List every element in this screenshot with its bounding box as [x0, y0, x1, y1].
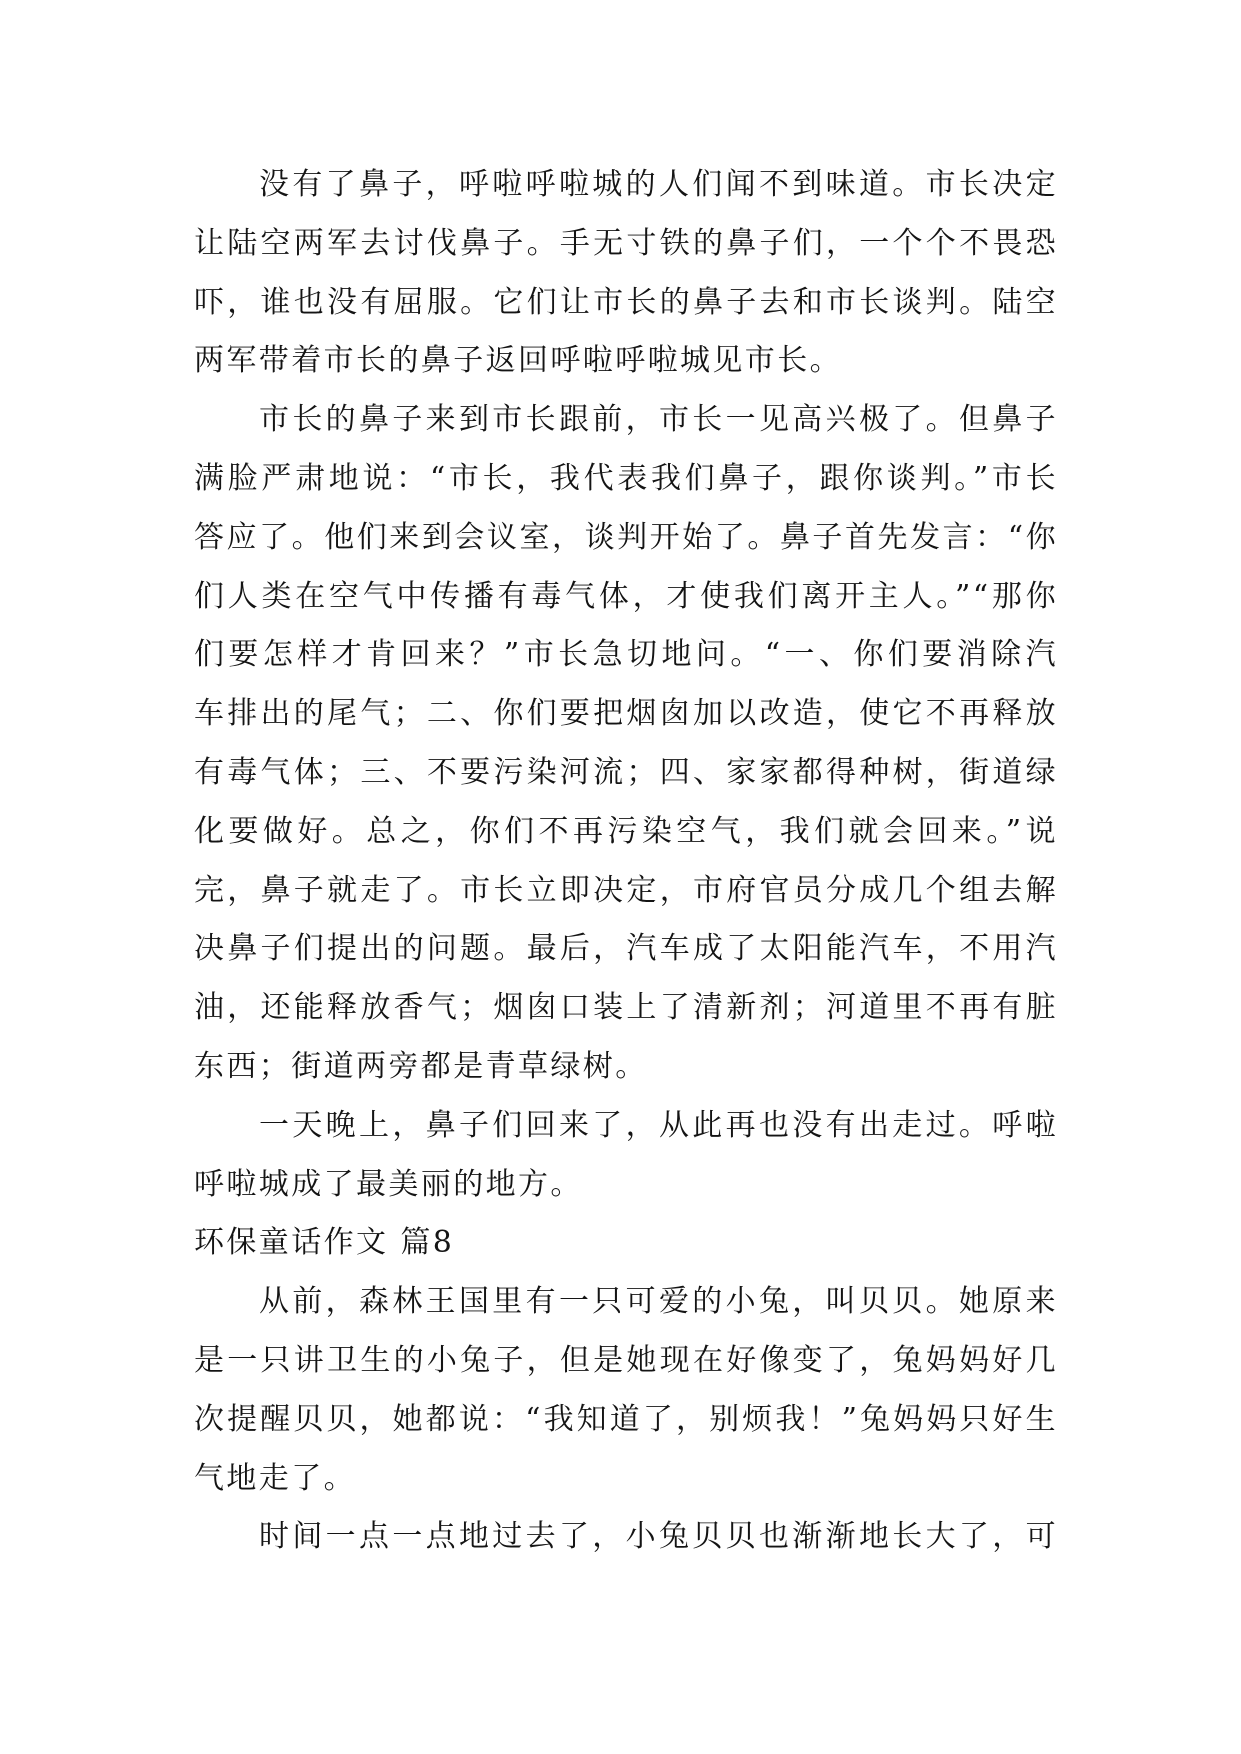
paragraph	[194, 1097, 1058, 1215]
paragraph	[194, 156, 1058, 391]
paragraph	[194, 391, 1058, 1097]
document-body	[194, 156, 1058, 1567]
section-heading: 环保童话作文 篇8	[194, 1225, 455, 1261]
text-line: 两军带着市长的鼻子返回呼啦呼啦城见市长。	[194, 343, 842, 379]
text-line: 满脸严肃地说：“市长，我代表我们鼻子，跟你谈判。”市长	[194, 460, 1058, 496]
text-line: 呼啦城成了最美丽的地方。	[194, 1166, 583, 1202]
text-line: 一天晚上，鼻子们回来了，从此再也没有出走过。呼啦	[259, 1107, 1058, 1143]
text-line: 车排出的尾气；二、你们要把烟囱加以改造，使它不再释放	[194, 696, 1058, 732]
text-line: 吓，谁也没有屈服。它们让市长的鼻子去和市长谈判。陆空	[194, 284, 1058, 320]
text-line: 从前，森林王国里有一只可爱的小兔，叫贝贝。她原来	[259, 1284, 1058, 1320]
text-line: 没有了鼻子，呼啦呼啦城的人们闻不到味道。市长决定	[259, 167, 1058, 202]
text-line: 让陆空两军去讨伐鼻子。手无寸铁的鼻子们，一个个不畏恐	[194, 225, 1058, 261]
text-line: 化要做好。总之，你们不再污染空气，我们就会回来。”说	[194, 813, 1058, 849]
text-line: 完，鼻子就走了。市长立即决定，市府官员分成几个组去解	[194, 872, 1058, 908]
text-line: 气地走了。	[194, 1460, 356, 1496]
text-line: 是一只讲卫生的小兔子，但是她现在好像变了，兔妈妈好几	[194, 1342, 1058, 1378]
text-line: 市长的鼻子来到市长跟前，市长一见高兴极了。但鼻子	[259, 402, 1058, 438]
paragraph	[194, 1273, 1058, 1508]
text-line: 有毒气体；三、不要污染河流；四、家家都得种树，街道绿	[194, 754, 1058, 790]
text-line: 们人类在空气中传播有毒气体，才使我们离开主人。”“那你	[194, 578, 1058, 614]
paragraph	[194, 1508, 1058, 1567]
text-line: 时间一点一点地过去了，小兔贝贝也渐渐地长大了，可	[259, 1519, 1058, 1555]
text-line: 决鼻子们提出的问题。最后，汽车成了太阳能汽车，不用汽	[194, 931, 1058, 967]
text-line: 答应了。他们来到会议室，谈判开始了。鼻子首先发言：“你	[194, 519, 1058, 555]
text-line: 们要怎样才肯回来？”市长急切地问。“一、你们要消除汽	[194, 637, 1058, 673]
text-line: 东西；街道两旁都是青草绿树。	[194, 1048, 648, 1084]
text-line: 油，还能释放香气；烟囱口装上了清新剂；河道里不再有脏	[194, 990, 1058, 1026]
text-line: 次提醒贝贝，她都说：“我知道了，别烦我！”兔妈妈只好生	[194, 1401, 1058, 1437]
